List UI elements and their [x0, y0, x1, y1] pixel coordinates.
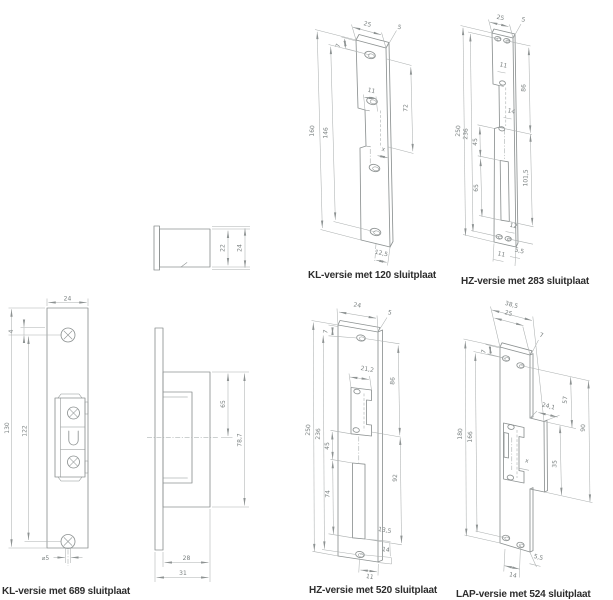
- dim-line: [490, 346, 491, 354]
- plate-outline: [356, 40, 390, 247]
- dim-upper-span: 86: [520, 84, 528, 92]
- dim-plate-width: 25: [495, 13, 505, 23]
- dim-bottom-offset: 12,5: [374, 248, 389, 259]
- extension-lines: [9, 299, 89, 564]
- lap524-drawing: [456, 300, 593, 600]
- dim-upper-span: 57: [561, 395, 570, 404]
- dim-plate-length: 160: [308, 125, 317, 137]
- dim-line: [505, 566, 520, 569]
- drawing-caption: KL-versie met 120 sluitplaat: [308, 270, 437, 281]
- latch-screw: [498, 126, 505, 132]
- dim-line: [506, 232, 515, 234]
- dim-line: [475, 354, 477, 533]
- dim-line: [350, 377, 369, 380]
- latch-screw: [499, 80, 506, 86]
- kl120-drawing: [308, 20, 437, 281]
- latch-screw: [353, 389, 360, 395]
- dim-line: [411, 67, 413, 151]
- latch-slot: [504, 433, 509, 459]
- dim-cutout-to-hole: 12: [508, 221, 518, 231]
- hole-inner: [370, 99, 377, 104]
- hole-inner: [358, 553, 364, 557]
- dim-line: [510, 257, 520, 259]
- screw-cross: [70, 409, 78, 417]
- profile-body: [160, 229, 211, 267]
- hz283-drawing: [455, 14, 590, 287]
- profile-flange: [154, 226, 160, 270]
- dim-hole-offset: 7: [334, 42, 343, 49]
- dim-cutout-to-hole: 13,5: [377, 525, 392, 536]
- dim-latch-width: 11: [366, 86, 376, 96]
- drawing-caption: HZ-versie met 520 sluitplaat: [309, 585, 438, 596]
- dim-lip: 14: [506, 107, 516, 116]
- dim-line: [390, 543, 391, 556]
- dim-edge-offset: 14: [381, 545, 391, 555]
- dim-plate-length: 250: [454, 125, 463, 137]
- long-cutout: [500, 161, 509, 222]
- dim-line: [470, 34, 473, 232]
- screw-hole: [356, 334, 366, 342]
- dim-line: [494, 318, 523, 326]
- latch-screw: [353, 427, 360, 433]
- dim-line: [331, 47, 336, 220]
- dim-line: [571, 377, 572, 427]
- dim-line: [339, 312, 376, 318]
- dim-latch-width: 21,2: [360, 364, 375, 375]
- dim-corner: 5: [396, 23, 403, 32]
- latch-assembly: [55, 394, 88, 481]
- dim-right-span: 72: [402, 104, 410, 112]
- dim-plate-width: 25: [362, 20, 372, 29]
- dim-hole-spacing: 146: [322, 127, 330, 139]
- dim-line: [520, 468, 530, 470]
- dim-latch-width: 11: [498, 61, 508, 70]
- latch-roller: [69, 431, 78, 445]
- dim-hole-spacing: 166: [466, 431, 475, 443]
- strike-section-drawing: [147, 328, 249, 582]
- hole-inner: [497, 38, 501, 41]
- dim-corner: 5: [520, 16, 526, 24]
- dim-hole-offset: 11: [496, 250, 506, 259]
- screw-bottom: [61, 535, 75, 549]
- dim-line: [560, 426, 562, 495]
- dim-line: [530, 134, 532, 225]
- drawing-caption: HZ-versie met 283 sluitplaat: [461, 276, 590, 287]
- dim-profile-inner-height: 22: [219, 244, 227, 252]
- drawing-caption: LAP-versie met 524 sluitplaat: [456, 589, 591, 600]
- dim-line: [400, 438, 401, 544]
- dim-line: [498, 72, 506, 74]
- dim-line: [504, 118, 512, 120]
- dim-line: [353, 27, 381, 34]
- dim-hole-spacing: 236: [462, 128, 470, 140]
- dim-line: [529, 48, 531, 133]
- dim-line: [332, 432, 333, 459]
- dim-line: [344, 39, 346, 48]
- plate-outline: [47, 308, 88, 548]
- drawing-caption: KL-versie met 689 sluitplaat: [2, 586, 131, 597]
- dim-plate-length: 130: [4, 422, 12, 434]
- plate-thickness: [500, 343, 548, 552]
- dim-total-span: 78,7: [236, 433, 244, 447]
- plate-outline: [500, 347, 545, 552]
- dim-cutout-length: 74: [324, 490, 332, 498]
- hole-inner: [498, 236, 502, 239]
- dim-body-depth: 28: [182, 555, 191, 562]
- extension-lines: [315, 25, 414, 266]
- dim-line: [398, 346, 400, 436]
- dim-line: [538, 413, 557, 418]
- dim-line: [377, 156, 387, 158]
- latch-pocket: [504, 423, 525, 483]
- dim-total-depth: 31: [179, 570, 187, 577]
- dim-line: [494, 260, 504, 262]
- hole-inner: [373, 230, 380, 235]
- dim-latch-to-cutout: 45: [323, 442, 332, 450]
- dim-corner: 7: [538, 331, 545, 340]
- screw-top: [61, 328, 75, 342]
- dim-edge-offset: 5,5: [532, 552, 544, 563]
- strike-profile-drawing: [154, 226, 250, 270]
- dim-corner: 5: [387, 309, 393, 317]
- hole-inner: [368, 53, 375, 58]
- screw-cross: [70, 458, 78, 466]
- dim-total-width: 38,5: [504, 299, 519, 311]
- dim-line: [589, 381, 591, 502]
- hole-inner: [505, 537, 510, 541]
- dim-plate-width: 24: [352, 301, 362, 310]
- hole-inner: [372, 166, 379, 171]
- dim-plate-length: 250: [304, 424, 313, 436]
- dim-line: [480, 127, 481, 157]
- screw-hole: [368, 163, 380, 172]
- dim-edge-offset: 5,5: [513, 246, 525, 256]
- dim-hole-offset-bottom: 11: [365, 572, 375, 582]
- latch-pocket: [351, 388, 372, 437]
- hole-rim: [368, 163, 380, 172]
- plate-thickness: [338, 321, 383, 563]
- dim-line: [333, 461, 334, 534]
- dim-upper-span: 65: [220, 400, 227, 408]
- dim-line: [376, 260, 387, 262]
- hole-inner: [359, 336, 365, 340]
- dim-hole-spacing: 122: [21, 425, 29, 437]
- extension-lines: [312, 309, 402, 576]
- extension-lines: [212, 227, 250, 270]
- dim-upper-span: 86: [389, 376, 397, 385]
- dim-hole-offset: 7: [480, 348, 488, 355]
- dim-plate-width: 24: [63, 295, 72, 303]
- dim-latch-width: 24,1: [541, 401, 556, 412]
- dim-cutout-length: 65: [472, 184, 481, 192]
- dim-plate-width: 25: [503, 309, 513, 318]
- dim-bottom-offset: 14: [508, 571, 518, 580]
- hole-inner: [519, 544, 524, 548]
- dim-mid-span: 101,5: [522, 169, 530, 187]
- extension-lines: [464, 307, 593, 578]
- dim-latch-depth: x: [380, 145, 386, 154]
- dim-line: [481, 159, 483, 217]
- screw-cross: [64, 538, 72, 546]
- screw-cross: [64, 331, 72, 339]
- dim-line: [317, 32, 322, 228]
- dim-hole-spacing: 236: [314, 428, 323, 440]
- dim-plate-length: 180: [456, 428, 465, 440]
- long-cutout: [353, 463, 366, 539]
- dim-line: [360, 570, 377, 572]
- dim-hole-diameter: ⌀5: [41, 555, 50, 562]
- dim-lip-span: 90: [579, 423, 588, 432]
- flange-plate: [155, 328, 163, 550]
- hz520-drawing: [305, 301, 438, 596]
- extension-lines: [155, 372, 249, 582]
- latch-tab: [85, 402, 88, 414]
- dim-latch-to-cutout: 45: [471, 138, 480, 146]
- hole-inner: [505, 357, 510, 361]
- kl689-drawing: [2, 296, 131, 598]
- screw-hole: [503, 38, 510, 44]
- dim-hole-offset: 7: [322, 329, 330, 335]
- dim-profile-outer-height: 24: [236, 244, 244, 252]
- dim-hole-offset: 4: [8, 329, 15, 334]
- dim-cutout-span: 35: [551, 459, 559, 468]
- profile-detail: [181, 263, 187, 268]
- dim-mid-span: 92: [391, 474, 400, 482]
- dim-latch-depth: x: [524, 457, 530, 465]
- latch-tab: [85, 461, 88, 473]
- dim-line: [490, 22, 509, 26]
- plate-outline: [338, 325, 378, 562]
